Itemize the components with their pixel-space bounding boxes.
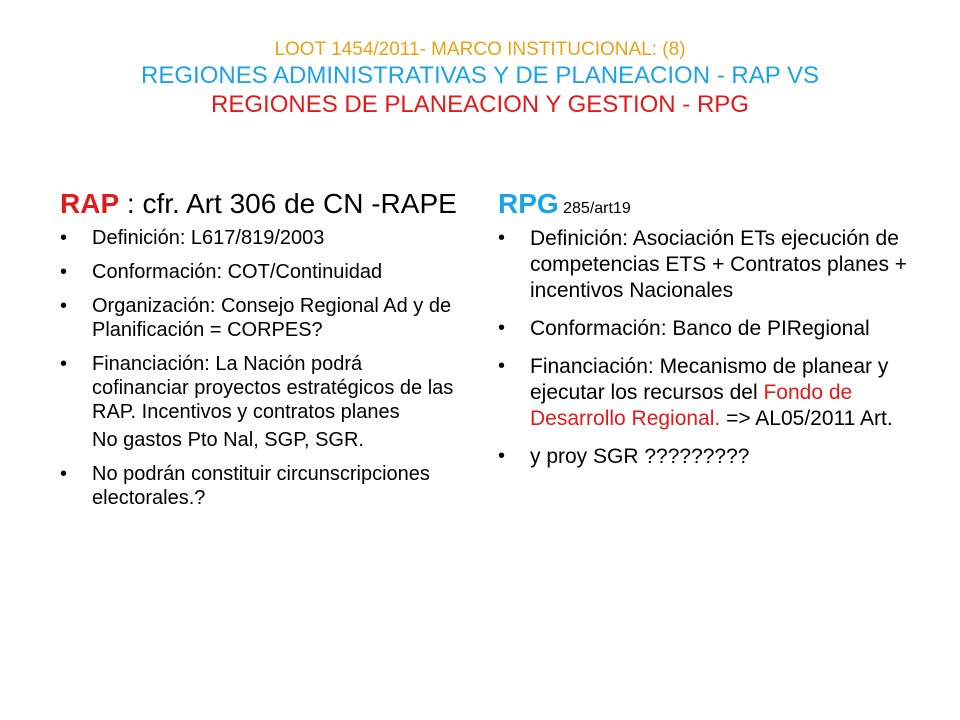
rpg-financ-prefix: Financiación: Mecanismo de planear y ejecutar los recursos del bbox=[530, 355, 889, 405]
rap-item-organizacion: • Organización: Consejo Regional Ad y de Planificación = CORPES? bbox=[60, 294, 460, 342]
rap-item-financiacion: • Financiación: La Nación podrá cofinanciar proyectos estratégicos de las RAP. Incentivos y contratos planes bbox=[60, 352, 460, 424]
rap-heading bbox=[60, 188, 460, 220]
rap-item-circunscripciones: • No podrán constituir circunscripciones electorales.? bbox=[60, 462, 460, 510]
slide-title bbox=[60, 38, 900, 120]
title-line-3: REGIONES DE PLANEACION Y GESTION - RPG bbox=[211, 91, 749, 119]
title-rap-text: REGIONES ADMINISTRATIVAS Y DE PLANEACION - RAP bbox=[141, 62, 781, 90]
rap-column bbox=[60, 188, 460, 520]
rap-heading-rest: : cfr. Art 306 de CN -RAPE bbox=[119, 188, 457, 219]
rpg-heading bbox=[498, 188, 918, 220]
rpg-item-financiacion bbox=[498, 354, 918, 432]
rap-list bbox=[60, 226, 460, 510]
rpg-financ-suffix: => AL05/2011 Art. bbox=[720, 407, 893, 431]
title-line-2 bbox=[60, 61, 900, 90]
rap-heading-label: RAP bbox=[60, 188, 120, 219]
rpg-list bbox=[498, 226, 918, 470]
rap-item-no-gastos: No gastos Pto Nal, SGP, SGR. bbox=[92, 429, 364, 451]
rpg-column bbox=[498, 188, 918, 482]
rpg-item-sgr: • y proy SGR ????????? bbox=[498, 444, 918, 470]
rpg-item-conformacion: • Conformación: Banco de PIRegional bbox=[498, 316, 918, 342]
title-line-1: LOOT 1454/2011- MARCO INSTITUCIONAL: (8) bbox=[274, 39, 686, 60]
rap-item-definicion: • Definición: L617/819/2003 bbox=[60, 226, 460, 250]
rpg-item-definicion: • Definición: Asociación ETs ejecución de competencias ETS + Contratos planes + incentivos Nacionales bbox=[498, 226, 918, 304]
rap-item-conformacion: • Conformación: COT/Continuidad bbox=[60, 260, 460, 284]
rpg-heading-label: RPG bbox=[498, 188, 559, 219]
title-vs-text: VS bbox=[780, 62, 819, 90]
rpg-heading-ref: 285/art19 bbox=[558, 200, 631, 217]
rpg-financ-fondo: Fondo de Desarrollo Regional. bbox=[530, 381, 853, 431]
